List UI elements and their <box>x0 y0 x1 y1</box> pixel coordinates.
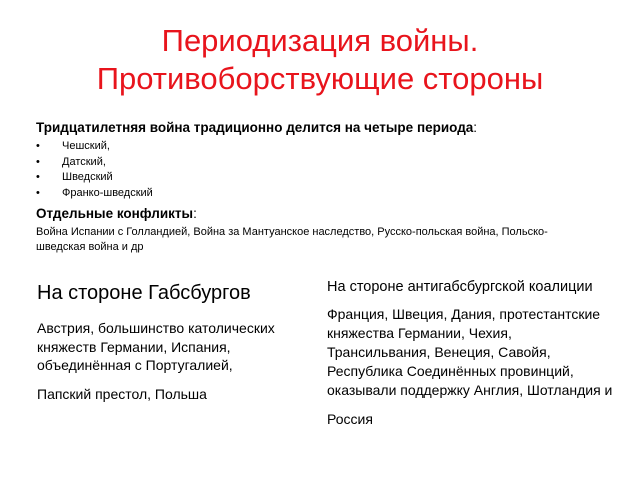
coalition-members-2: Россия <box>327 411 373 427</box>
period-item: • Шведский <box>36 170 616 186</box>
habsburg-column <box>37 280 317 403</box>
coalition-column <box>327 278 617 429</box>
slide-title-line-2: Противоборствующие стороны <box>96 61 544 96</box>
conflicts-heading-colon: : <box>193 206 197 221</box>
coalition-members: Франция, Швеция, Дания, протестантские княжества Германии, Чехия, Трансильвания, Венеция, Савойя, Республика Соединённых провинций, оказывали поддержку Англия, Шотландия и <box>327 306 613 398</box>
slide-title-line-1: Периодизация войны. <box>161 23 479 58</box>
period-item: • Датский, <box>36 155 616 171</box>
conflicts-text: Война Испании с Голландией, Война за Мантуанское наследство, Русско-польская война, Польско-шведская война и др <box>36 226 548 253</box>
habsburg-members-2: Папский престол, Польша <box>37 385 207 402</box>
periods-heading-colon: : <box>473 120 478 135</box>
conflicts-heading <box>36 205 616 223</box>
periods-heading <box>36 119 616 137</box>
periods-heading-text: Тридцатилетняя война традиционно делится на четыре периода <box>36 120 474 135</box>
habsburg-members: Австрия, большинство католических княжеств Германии, Испания, объединённая с Португалией, <box>37 320 275 373</box>
coalition-heading: На стороне антигабсбургской коалиции <box>327 279 593 295</box>
periods-list <box>36 139 616 201</box>
conflicts-heading-text: Отдельные конфликты <box>36 206 194 221</box>
habsburg-heading: На стороне Габсбургов <box>37 282 251 304</box>
periods-section <box>36 119 616 255</box>
slide-title <box>0 22 640 98</box>
period-item: • Франко-шведский <box>36 186 616 202</box>
period-item: • Чешский, <box>36 139 616 155</box>
